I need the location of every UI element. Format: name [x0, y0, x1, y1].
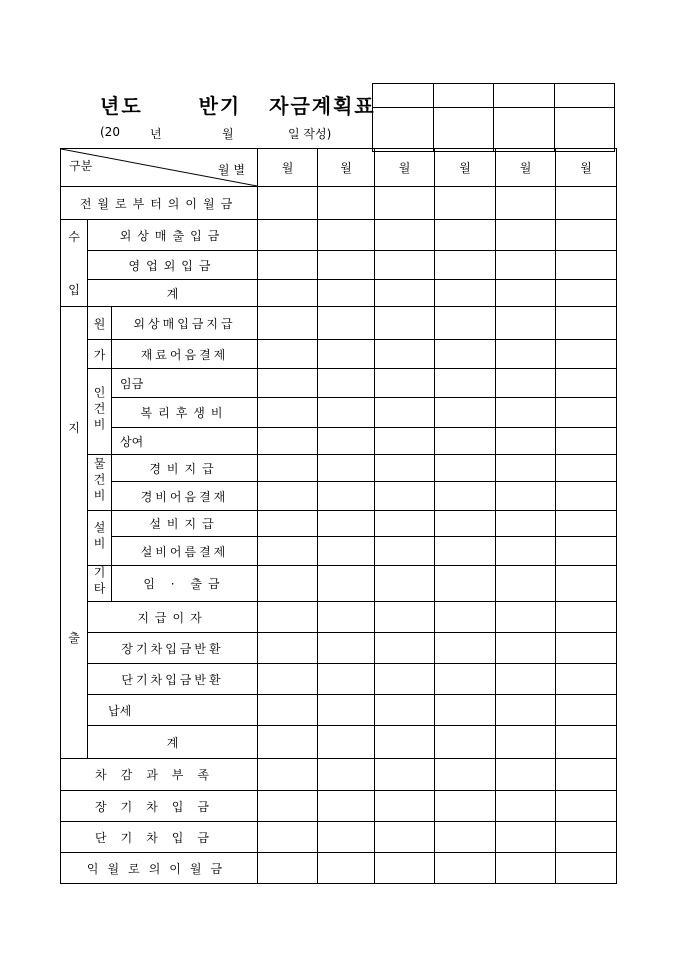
group-goods-label: 물건비 [92, 457, 106, 505]
input-cell[interactable] [258, 726, 318, 759]
input-cell[interactable] [496, 791, 556, 822]
row-label-withdrawal: 임 · 출금 [112, 566, 258, 602]
input-cell[interactable] [375, 220, 435, 251]
input-cell[interactable] [435, 511, 496, 537]
input-cell[interactable] [556, 602, 617, 633]
input-cell[interactable] [496, 340, 556, 369]
input-cell[interactable] [496, 759, 556, 791]
input-cell[interactable] [556, 369, 617, 398]
input-cell[interactable] [496, 695, 556, 726]
input-cell[interactable] [556, 511, 617, 537]
row-label-expense-payment: 경비지급 [112, 455, 258, 482]
input-cell[interactable] [435, 187, 496, 220]
row-label-short-loan: 단기차입금 [61, 822, 258, 853]
approval-title-cell[interactable] [373, 84, 434, 108]
input-cell[interactable] [375, 455, 435, 482]
input-cell[interactable] [375, 398, 435, 428]
input-cell[interactable] [375, 633, 435, 664]
written-year: 년 [150, 127, 162, 141]
header-diagonal-cell [61, 149, 258, 187]
tax-label: 납세 [108, 703, 132, 718]
input-cell[interactable] [556, 187, 617, 220]
input-cell[interactable] [375, 280, 435, 307]
approval-title-cell[interactable] [554, 84, 615, 108]
input-cell[interactable] [496, 822, 556, 853]
input-cell[interactable] [496, 537, 556, 566]
input-cell[interactable] [375, 537, 435, 566]
input-cell[interactable] [496, 482, 556, 511]
month-header: 월 [375, 149, 435, 187]
input-cell[interactable] [435, 664, 496, 695]
input-cell[interactable] [318, 695, 375, 726]
row-label-purchase-payment: 외상매입금지급 [112, 307, 258, 340]
input-cell[interactable] [556, 695, 617, 726]
expense-side-bottom: 출 [68, 631, 80, 645]
title-half: 반기 [198, 94, 242, 118]
wage-label: 임금 [120, 376, 144, 391]
group-goods [88, 455, 112, 511]
input-cell[interactable] [318, 511, 375, 537]
row-label-wage [112, 369, 258, 398]
input-cell[interactable] [318, 280, 375, 307]
input-cell[interactable] [435, 307, 496, 340]
input-cell[interactable] [375, 853, 435, 884]
input-cell[interactable] [496, 455, 556, 482]
approval-sign-cell[interactable] [373, 108, 434, 152]
input-cell[interactable] [258, 340, 318, 369]
row-label-long-loan: 장기차입금 [61, 791, 258, 822]
group-etc-label: 기타 [92, 566, 106, 598]
month-header: 월 [556, 149, 617, 187]
input-cell[interactable] [258, 428, 318, 455]
input-cell[interactable] [375, 187, 435, 220]
input-cell[interactable] [435, 791, 496, 822]
input-cell[interactable] [556, 280, 617, 307]
input-cell[interactable] [258, 822, 318, 853]
input-cell[interactable] [435, 759, 496, 791]
row-label-facility-note: 설비어름결제 [112, 537, 258, 566]
input-cell[interactable] [318, 537, 375, 566]
income-side-label [61, 220, 88, 307]
input-cell[interactable] [496, 369, 556, 398]
row-label-long-repay: 장기차입금반환 [88, 633, 258, 664]
row-label-carry-out: 익월로의이월금 [61, 853, 258, 884]
input-cell[interactable] [556, 537, 617, 566]
input-cell[interactable] [258, 537, 318, 566]
approval-sign-cell[interactable] [494, 108, 555, 152]
title-year: 년도 [100, 94, 143, 118]
fund-plan-table [60, 148, 617, 884]
row-label-balance: 차감과부족 [61, 759, 258, 791]
input-cell[interactable] [435, 251, 496, 280]
row-label-carry-in: 전월로부터의이월금 [61, 187, 258, 220]
input-cell[interactable] [556, 307, 617, 340]
input-cell[interactable] [435, 726, 496, 759]
approval-title-cell[interactable] [494, 84, 555, 108]
input-cell[interactable] [556, 251, 617, 280]
input-cell[interactable] [375, 602, 435, 633]
input-cell[interactable] [318, 482, 375, 511]
bonus-label: 상여 [120, 434, 144, 449]
input-cell[interactable] [556, 482, 617, 511]
input-cell[interactable] [556, 340, 617, 369]
input-cell[interactable] [258, 664, 318, 695]
input-cell[interactable] [375, 664, 435, 695]
input-cell[interactable] [496, 511, 556, 537]
input-cell[interactable] [258, 791, 318, 822]
input-cell[interactable] [556, 398, 617, 428]
expense-side-label [61, 307, 88, 759]
input-cell[interactable] [318, 664, 375, 695]
input-cell[interactable] [435, 428, 496, 455]
row-label-tax [88, 695, 258, 726]
input-cell[interactable] [258, 853, 318, 884]
input-cell[interactable] [318, 455, 375, 482]
input-cell[interactable] [318, 187, 375, 220]
input-cell[interactable] [435, 369, 496, 398]
title-name: 자금계획표 [269, 94, 376, 118]
row-label-facility-payment: 설비지급 [112, 511, 258, 537]
group-labor [88, 369, 112, 455]
input-cell[interactable] [435, 566, 496, 602]
input-cell[interactable] [318, 822, 375, 853]
input-cell[interactable] [318, 398, 375, 428]
input-cell[interactable] [496, 428, 556, 455]
group-raw: 원 [88, 307, 112, 340]
group-labor-label: 인건비 [92, 386, 106, 434]
input-cell[interactable] [258, 695, 318, 726]
input-cell[interactable] [496, 220, 556, 251]
input-cell[interactable] [375, 822, 435, 853]
input-cell[interactable] [375, 307, 435, 340]
input-cell[interactable] [435, 537, 496, 566]
input-cell[interactable] [375, 369, 435, 398]
input-cell[interactable] [258, 455, 318, 482]
approval-box [372, 83, 615, 152]
input-cell[interactable] [318, 602, 375, 633]
input-cell[interactable] [556, 455, 617, 482]
input-cell[interactable] [556, 566, 617, 602]
input-cell[interactable] [496, 187, 556, 220]
group-processing: 가 [88, 340, 112, 369]
row-label-expense-total: 계 [88, 726, 258, 759]
input-cell[interactable] [258, 511, 318, 537]
input-cell[interactable] [435, 853, 496, 884]
row-label-sales-income: 외상매출입금 [88, 220, 258, 251]
input-cell[interactable] [318, 307, 375, 340]
month-header: 월 [258, 149, 318, 187]
input-cell[interactable] [318, 853, 375, 884]
row-label-expense-note: 경비어음결재 [112, 482, 258, 511]
approval-sign-cell[interactable] [554, 108, 615, 152]
input-cell[interactable] [375, 759, 435, 791]
input-cell[interactable] [375, 482, 435, 511]
month-header: 월 [496, 149, 556, 187]
approval-title-cell[interactable] [433, 84, 494, 108]
input-cell[interactable] [556, 822, 617, 853]
input-cell[interactable] [375, 340, 435, 369]
input-cell[interactable] [258, 633, 318, 664]
input-cell[interactable] [375, 566, 435, 602]
header-category: 구분 [69, 159, 93, 173]
form-title [100, 90, 376, 119]
group-facility [88, 511, 112, 566]
input-cell[interactable] [435, 822, 496, 853]
input-cell[interactable] [435, 280, 496, 307]
row-label-welfare: 복리후생비 [112, 398, 258, 428]
row-label-short-repay: 단기차입금반환 [88, 664, 258, 695]
input-cell[interactable] [496, 853, 556, 884]
input-cell[interactable] [375, 511, 435, 537]
approval-sign-cell[interactable] [433, 108, 494, 152]
input-cell[interactable] [556, 726, 617, 759]
input-cell[interactable] [496, 280, 556, 307]
written-month: 월 [222, 127, 234, 141]
input-cell[interactable] [496, 602, 556, 633]
input-cell[interactable] [496, 307, 556, 340]
input-cell[interactable] [258, 482, 318, 511]
input-cell[interactable] [258, 280, 318, 307]
input-cell[interactable] [318, 220, 375, 251]
group-etc [88, 566, 112, 602]
input-cell[interactable] [556, 791, 617, 822]
input-cell[interactable] [375, 695, 435, 726]
input-cell[interactable] [258, 602, 318, 633]
month-header: 월 [318, 149, 375, 187]
input-cell[interactable] [258, 187, 318, 220]
input-cell[interactable] [258, 369, 318, 398]
input-cell[interactable] [318, 633, 375, 664]
input-cell[interactable] [435, 398, 496, 428]
input-cell[interactable] [556, 220, 617, 251]
input-cell[interactable] [318, 566, 375, 602]
input-cell[interactable] [496, 664, 556, 695]
input-cell[interactable] [318, 726, 375, 759]
input-cell[interactable] [435, 602, 496, 633]
input-cell[interactable] [496, 566, 556, 602]
input-cell[interactable] [435, 482, 496, 511]
input-cell[interactable] [258, 220, 318, 251]
group-facility-label: 설비 [92, 520, 106, 553]
expense-side-top: 지 [68, 421, 80, 435]
input-cell[interactable] [318, 759, 375, 791]
input-cell[interactable] [375, 251, 435, 280]
input-cell[interactable] [435, 340, 496, 369]
input-cell[interactable] [556, 428, 617, 455]
income-side-top: 수 [68, 230, 80, 244]
input-cell[interactable] [435, 633, 496, 664]
income-side-bottom: 입 [68, 283, 80, 297]
input-cell[interactable] [435, 455, 496, 482]
input-cell[interactable] [496, 633, 556, 664]
input-cell[interactable] [556, 853, 617, 884]
input-cell[interactable] [496, 726, 556, 759]
input-cell[interactable] [496, 251, 556, 280]
input-cell[interactable] [258, 251, 318, 280]
input-cell[interactable] [318, 428, 375, 455]
written-day: 일 작성) [288, 127, 332, 141]
written-open: (20 [100, 125, 120, 139]
row-label-material-note: 재료어음결제 [112, 340, 258, 369]
input-cell[interactable] [318, 251, 375, 280]
row-label-non-operating-income: 영업외입금 [88, 251, 258, 280]
input-cell[interactable] [318, 340, 375, 369]
input-cell[interactable] [435, 220, 496, 251]
input-cell[interactable] [318, 791, 375, 822]
input-cell[interactable] [258, 307, 318, 340]
input-cell[interactable] [496, 398, 556, 428]
input-cell[interactable] [258, 566, 318, 602]
header-by-month: 월별 [217, 163, 250, 177]
month-header: 월 [435, 149, 496, 187]
input-cell[interactable] [375, 726, 435, 759]
input-cell[interactable] [258, 759, 318, 791]
input-cell[interactable] [556, 633, 617, 664]
row-label-income-total: 계 [88, 280, 258, 307]
input-cell[interactable] [318, 369, 375, 398]
row-label-interest: 지급이자 [88, 602, 258, 633]
input-cell[interactable] [375, 428, 435, 455]
input-cell[interactable] [556, 664, 617, 695]
row-label-bonus [112, 428, 258, 455]
input-cell[interactable] [375, 791, 435, 822]
input-cell[interactable] [258, 398, 318, 428]
input-cell[interactable] [556, 759, 617, 791]
input-cell[interactable] [435, 695, 496, 726]
